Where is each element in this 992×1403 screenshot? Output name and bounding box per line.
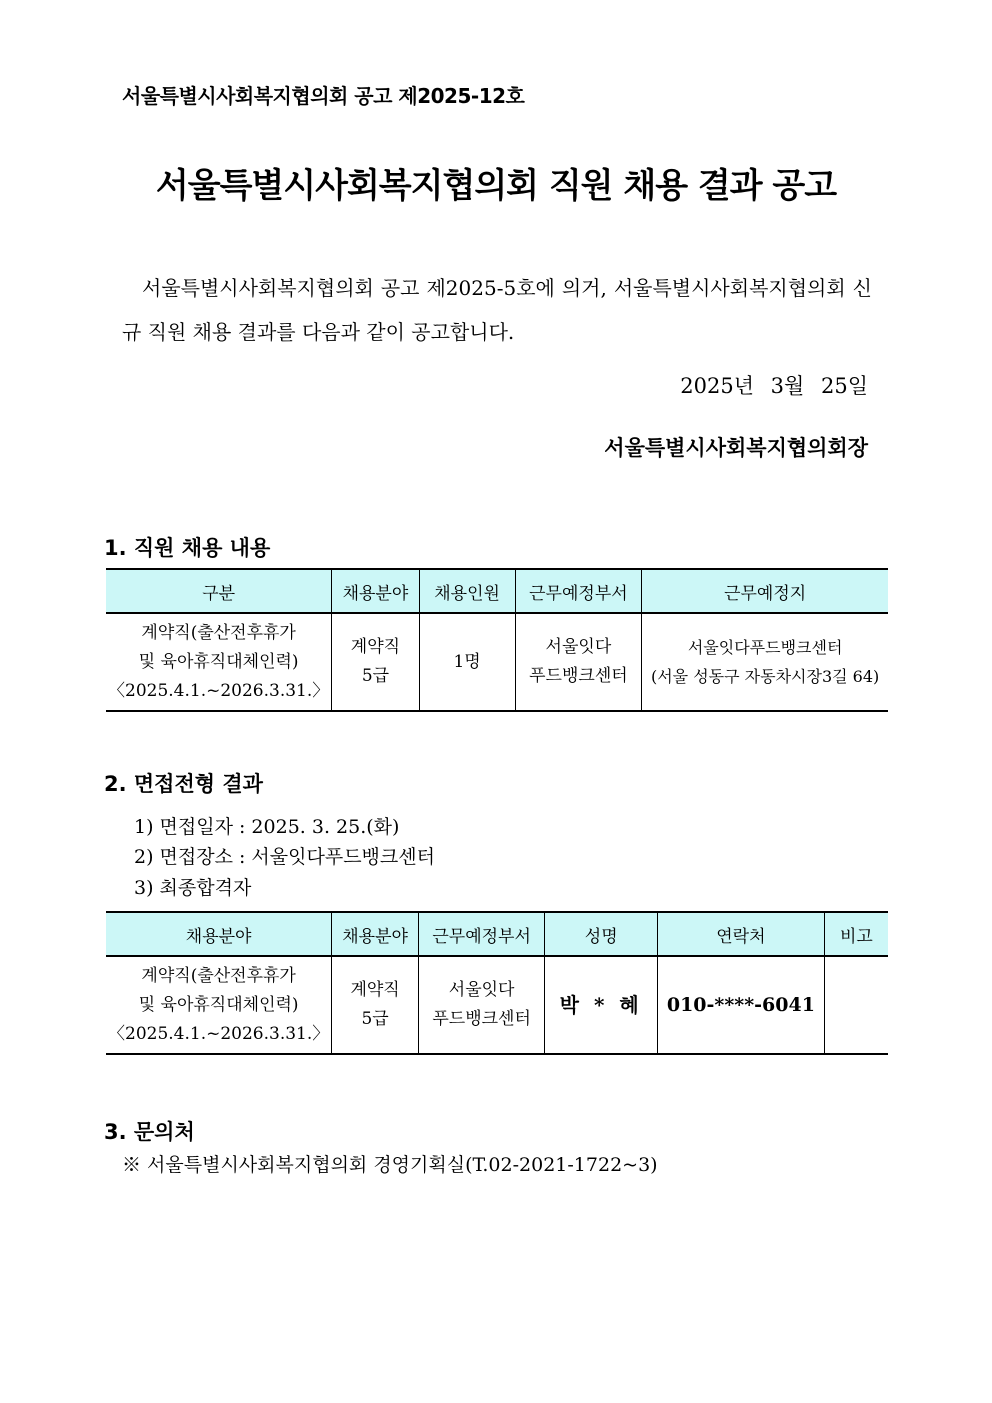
recruitment-table xyxy=(106,568,888,712)
notice-date: 2025년 3월 25일 xyxy=(680,374,868,398)
category-line: 〈2025.4.1.~2026.3.31.〉 xyxy=(108,680,330,701)
dept-line: 서울잇다 xyxy=(448,980,515,1000)
dept-line: 푸드뱅크센터 xyxy=(432,1009,531,1029)
category-line: 계약직(출산전후휴가 xyxy=(141,622,296,643)
col-header: 근무예정지 xyxy=(642,569,888,613)
result-table xyxy=(106,911,888,1055)
issuer-name: 서울특별시사회복지협의회장 xyxy=(604,435,868,460)
interview-location: 2) 면접장소 : 서울잇다푸드뱅크센터 xyxy=(134,846,435,868)
col-header: 채용분야 xyxy=(332,912,419,956)
section2-heading: 2. 면접전형 결과 xyxy=(104,772,263,796)
field-line: 5급 xyxy=(361,666,390,686)
category-cell xyxy=(106,956,332,1054)
table-row xyxy=(106,956,888,1054)
category-cell xyxy=(106,613,332,711)
contact-info: ※ 서울특별시사회복지협의회 경영기획실(T.02-2021-1722~3) xyxy=(122,1154,658,1176)
col-header: 연락처 xyxy=(658,912,825,956)
final-candidates-label: 3) 최종합격자 xyxy=(134,877,252,899)
section1-heading: 1. 직원 채용 내용 xyxy=(104,536,271,560)
table-header-row xyxy=(106,569,888,613)
location-line: 서울잇다푸드뱅크센터 xyxy=(687,638,843,657)
category-line: 및 육아휴직대체인력) xyxy=(138,651,299,672)
col-header: 성명 xyxy=(545,912,658,956)
note-cell xyxy=(824,956,888,1054)
dept-cell xyxy=(515,613,642,711)
intro-paragraph xyxy=(122,266,872,354)
dept-line: 푸드뱅크센터 xyxy=(529,666,628,686)
candidate-phone: 010-****-6041 xyxy=(658,956,825,1054)
field-line: 계약직 xyxy=(350,980,400,1000)
location-line: (서울 성동구 자동차시장3길 64) xyxy=(650,667,880,686)
field-cell xyxy=(332,956,419,1054)
field-cell xyxy=(332,613,419,711)
count-cell: 1명 xyxy=(419,613,515,711)
field-line: 5급 xyxy=(361,1009,389,1029)
notice-number: 서울특별시사회복지협의회 공고 제2025-12호 xyxy=(122,84,525,108)
field-line: 계약직 xyxy=(350,637,401,657)
col-header: 비고 xyxy=(824,912,888,956)
category-line: 및 육아휴직대체인력) xyxy=(138,994,299,1015)
col-header: 채용분야 xyxy=(332,569,419,613)
col-header: 채용분야 xyxy=(106,912,332,956)
category-line: 계약직(출산전후휴가 xyxy=(141,965,296,986)
category-line: 〈2025.4.1.~2026.3.31.〉 xyxy=(108,1023,330,1044)
col-header: 근무예정부서 xyxy=(515,569,642,613)
location-cell xyxy=(642,613,888,711)
col-header: 구분 xyxy=(106,569,332,613)
dept-cell xyxy=(418,956,545,1054)
table-row xyxy=(106,613,888,711)
intro-text: 서울특별시사회복지협의회 공고 제2025-5호에 의거, 서울특별시사회복지협의회 신규 직원 채용 결과를 다음과 같이 공고합니다. xyxy=(122,276,872,344)
table-header-row xyxy=(106,912,888,956)
section3-heading: 3. 문의처 xyxy=(104,1120,195,1144)
col-header: 채용인원 xyxy=(419,569,515,613)
interview-date: 1) 면접일자 : 2025. 3. 25.(화) xyxy=(134,816,400,838)
page-title: 서울특별시사회복지협의회 직원 채용 결과 공고 xyxy=(155,166,837,206)
candidate-name: 박 * 혜 xyxy=(545,956,658,1054)
dept-line: 서울잇다 xyxy=(545,637,612,657)
col-header: 근무예정부서 xyxy=(418,912,545,956)
